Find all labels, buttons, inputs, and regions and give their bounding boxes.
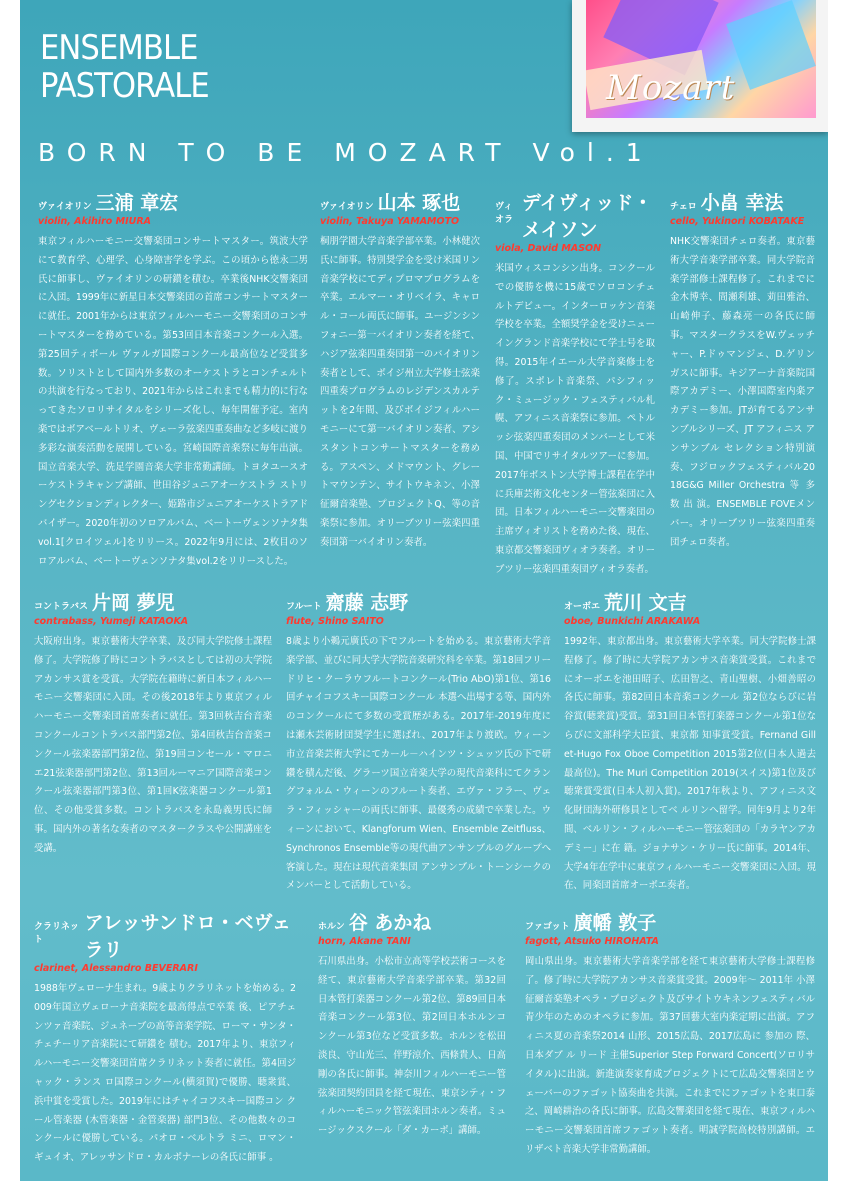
- member-bio: 桐朋学園大学音楽学部卒業。小林健次氏に師事。特別奨学金を受け米国リン音楽学校にてディプロマプログラムを卒業。エルマー・オリベイラ、キャロル・コール両氏に師事。ユージンシンフォニー第一バイオリン奏者を経て、ハジア弦楽四重奏団第一のバイオリン奏者として、ボイジ州立大学修士弦楽四重奏プログラムのレジデンスカルテットを2年間、及びボイジフィルハーモニーにて第一バイオリン奏者、アシスタントコンサートマスターを務める。アスペン、メドマウント、グレートマウンテン、サイトウキネン、小澤征爾音楽塾、プロジェクトQ、等の音楽祭に参加。オリーブツリー弦楽四重奏団第一バイオリン奏者。: [320, 236, 480, 548]
- title-pastorale: PASTORALE: [40, 66, 209, 106]
- member-role: オーボエ: [564, 602, 601, 612]
- member-role: ファゴット: [525, 922, 570, 932]
- member-english-name: contrabass, Yumeji KATAOKA: [34, 616, 189, 627]
- member-bio: 大阪府出身。東京藝術大学卒業、及び同大学院修士課程修了。大学院修了時にコントラバスとしては初の大学院アカンサス賞を受賞。大学院在籍時に新日本フィルハーモニー交響楽団に入団。その後2018年より東京フィルハーモニー交響楽団首席奏者に就任。第3回秋吉台音楽コンクールコントラバス部門第2位、第4回秋吉台音楽コンクール弦楽器部門第2位、第19回コンセール・マロニエ21弦楽器部門第2位、第13回ルーマニア国際音楽コンクール弦楽器部門第3位、第1回K弦楽器コンクール第1位、その他受賞多数。コントラバスを永島義男氏に師事。国内外の著名な奏者のマスタークラスや公開講座を受講。: [34, 636, 272, 854]
- member-flute-saito: [286, 588, 551, 896]
- member-role: ホルン: [318, 922, 345, 932]
- member-english-name: viola, David MASON: [495, 243, 602, 254]
- member-bio: 1988年ヴェローナ生まれ。9歳よりクラリネットを始める。2009年国立ヴェローナ音楽院を最高得点で卒業 後、ピアチェンツァ音楽院、ジュネーブの高等音楽学院、ローマ・サンタ・チェチーリア音楽院にて研鑽を 積む。2017年より、東京フィルハーモニー交響楽団首席クラリネット奏者に就任。第4回ジャック・ランス ロ国際コンクール(横須賀)で優勝、聴衆賞、浜中賞を受賞した。2019年にはチャイコフスキー国際コン クール管楽器 (木管楽器・金管楽器) 部門3位、その他数々のコンクールに優勝している。パオロ・ベルトラ ミニ、ロマン・ギュイオ、アレッサンドロ・カルボナーレの各氏に師事 。: [34, 983, 296, 1164]
- member-bio: 8歳より小鵜元廣氏の下でフルートを始める。東京藝術大学音楽学部、並びに同大学大学院音楽研究科を卒業。第18回フリードリヒ・クーラウフルートコンクール(Trio AbO)第1位、第16回チャイコフスキー国際コンクール 本選へ出場する等、国内外のコンクールにて多数の受賞歴がある。2017年-2019年度には瀬木芸術財団奨学生に選ばれ、2017年より渡欧。ウィーン市立音楽芸術大学にてカール－ハインツ・シュッツ氏の下で研鑽を積んだ後、グラーツ国立音楽大学の現代音楽科にてクラングフォルム・ウィーンのフルート奏者、エヴァ・フラー、ヴェラ・フィッシャーの両氏に師事、最優秀の成績で卒業した。ウィーンにおいて、Klangforum Wien、Ensemble Zeitfluss、Synchronos Ensemble等の現代曲アンサンブルのグループへ客演した。現在は現代音楽集団 アンサンブル・トーンシークのメンバーとして活動している。: [286, 636, 551, 892]
- member-english-name: violin, Takuya YAMAMOTO: [320, 216, 460, 227]
- member-bio: NHK交響楽団チェロ奏者。東京藝術大学音楽学部卒業。同大学院音楽学部修士課程修了。これまでに金木博幸、間瀬利雄、苅田雅治、山崎伸子、藤森亮一の各氏に師事。マスタークラスをW.ヴェッチャー、P.ドゥマンジェ、D.ゲリンガスに師事。キジアーナ音楽院国際アカデミー、小澤国際室内楽アカデミー参加。JTが育てるアンサンブルシリーズ、JT アフィニス アンサンブル セレクション特別演奏、フジロックフェスティバル2018G&G Miller Orchestra 等 多 数 出 演。ENSEMBLE FOVEメンバー。オリーブツリー弦楽四重奏団チェロ奏者。: [670, 236, 815, 548]
- member-name: デイヴィッド・メイソン: [521, 192, 653, 241]
- poster: [20, 0, 828, 1181]
- member-role: ヴァイオリン: [38, 202, 92, 212]
- member-english-name: cello, Yukinori KOBATAKE: [670, 216, 805, 227]
- member-english-name: horn, Akane TANI: [318, 936, 411, 947]
- title-ensemble: ENSEMBLE: [40, 28, 198, 68]
- member-name: 齋藤 志野: [325, 592, 409, 614]
- member-bio: 石川県出身。小松市立高等学校芸術コースを経て、東京藝術大学音楽学部卒業。第32回日本管打楽器コンクール第2位、第89回日本音楽コンクール第3位、第2回日本ホルンコンクール第3位など受賞多数。ホルンを松田淡良、守山光三、伴野涼介、西條貴人、日高剛の各氏に師事。神奈川フィルハーモニー管弦楽団契約団員を経て現在、東京シティ・フィルハーモニック管弦楽団ホルン奏者。ミュージックスクール「ダ・カーポ」講師。: [318, 956, 506, 1137]
- art-shape: [726, 0, 816, 90]
- member-name: 廣幡 敦子: [573, 912, 657, 934]
- member-role: チェロ: [670, 202, 697, 212]
- member-head: [34, 588, 272, 615]
- member-bio: 東京フィルハーモニー交響楽団コンサートマスター。筑波大学にて教育学、心理学、心身障害学を学ぶ。この頃から徳永二男氏に師事し、ヴァイオリンの研鑚を積む。卒業後NHK交響楽団に入団。1999年に新星日本交響楽団の首席コンサートマスターに就任。2001年からは東京フィルハーモニー交響楽団のコンサートマスターを務めている。第53回日本音楽コンクール入選。第25回ティボール ヴァルガ国際コンクール最高位など受賞多数。ソリストとして国内外多数のオーケストラとコンチェルトの共演を行なっており、2021年からはこれまでも精力的に行なってきたソロリサイタルをシリーズ化し、毎年開催予定。室内楽ではボアベールトリオ、ヴェーラ弦楽四重奏曲など多岐に渡り多彩な演奏活動を展開している。宮崎国際音楽祭に毎年出演。国立音楽大学、洗足学園音楽大学非常勤講師。トヨタユースオーケストラキャンプ講師、世田谷ジュニアオーケストラ ストリングセクションディレクター、姫路市ジュニアオーケストラアドバイザー。2020年初のソロアルバム、ベートーヴェンソナタ集vol.1[クロイツェル]をリリース。2022年9月には、2枚目のソロアルバム、ベートーヴェンソナタ集vol.2をリリースした。: [38, 236, 308, 567]
- member-bio: 1992年、東京都出身。東京藝術大学卒業。同大学院修士課程修了。修了時に大学院アカンサス音楽賞受賞。これまでにオーボエを池田昭子、広田智之、青山聖樹、小畑善昭の各氏に師事。第82回日本音楽コンクール 第2位ならびに岩谷賞(聴衆賞)受賞。第31回日本管打楽器コンクール第1位ならびに文部科学大臣賞、東京都 知事賞受賞。Fernand Gillet-Hugo Fox Oboe Competition 2015第2位(日本人過去最高位)。The Muri Competition 2019(スイス)第1位及び聴衆賞受賞(日本人初入賞)。2017年秋より、アフィニス文化財団海外研修員としてベ ルリンへ留学。同年9月より2年間、ベルリン・フィルハーモニー管弦楽団の「カラヤンアカデミー」に在 籍。ジョナサン・ケリー氏に師事。2014年、大学4年在学中に東京フィルハーモニー交響楽団に入団。現 在、同楽団首席オーボエ奏者。: [564, 636, 816, 892]
- member-bio: 米国ウィスコンシン出身。コンクールでの優勝を機に15歳でソロコンチェルトデビュー。インターロッケン音楽学校を卒業。全額奨学金を受けニューイングランド音楽学校にて学士号を取得。2015年イエール大学音楽修士を修了。スポレト音楽祭、パシフィック・ミュージック・フェスティバル札幌、アフィニス音楽祭に参加。ペトルッシ弦楽四重奏団のメンバーとして米国、中国でリサイタルツアーに参加。2017年ボストン大学博士課程在学中に兵庫芸術文化センター管弦楽団に入団。日本フィルハーモニー交響楽団の主席ヴィオリストを務めた後、現在、東京都交響楽団ヴィオラ奏者。オリーブツリー弦楽四重奏団ヴィオラ奏者。: [495, 263, 655, 575]
- member-role: ヴィオラ: [495, 202, 514, 225]
- member-head: [525, 908, 815, 935]
- member-head: [670, 188, 815, 215]
- member-name: 小畠 幸法: [700, 192, 784, 214]
- member-role: クラリネット: [34, 922, 79, 945]
- member-violin-miura: [38, 188, 308, 571]
- member-cello-kobatake: [670, 188, 815, 553]
- member-head: [495, 188, 655, 242]
- member-role: コントラバス: [34, 602, 89, 612]
- mozart-artwork-frame: [572, 0, 828, 132]
- member-head: [318, 908, 506, 935]
- member-oboe-arakawa: [564, 588, 816, 896]
- member-head: [38, 188, 308, 215]
- member-contrabass-kataoka: [34, 588, 272, 859]
- mozart-art-lettering: Mozart: [606, 68, 736, 108]
- member-head: [564, 588, 816, 615]
- member-violin-yamamoto: [320, 188, 480, 553]
- member-english-name: oboe, Bunkichi ARAKAWA: [564, 616, 701, 627]
- member-english-name: fagott, Atsuko HIROHATA: [525, 936, 659, 947]
- member-name: 荒川 文吉: [604, 592, 687, 614]
- member-head: [320, 188, 480, 215]
- member-viola-mason: [495, 188, 655, 580]
- member-head: [286, 588, 551, 615]
- member-fagott-hirohata: [525, 908, 815, 1160]
- member-role: フルート: [286, 602, 322, 612]
- member-clarinet-beverari: [34, 908, 296, 1168]
- member-horn-tani: [318, 908, 506, 1141]
- member-name: 谷 あかね: [348, 912, 432, 934]
- mozart-artwork: [586, 0, 816, 118]
- member-english-name: clarinet, Alessandro BEVERARI: [34, 963, 198, 974]
- member-name: 三浦 章宏: [95, 192, 179, 214]
- subtitle: BORN TO BE MOZART Vol.1: [38, 138, 654, 167]
- member-role: ヴァイオリン: [320, 202, 374, 212]
- member-name: 山本 琢也: [377, 192, 461, 214]
- member-head: [34, 908, 296, 962]
- member-english-name: flute, Shino SAITO: [286, 616, 384, 627]
- member-bio: 岡山県出身。東京藝術大学音楽学部を経て東京藝術大学修士課程修了。修了時に大学院アカンサス音楽賞受賞。2009年～ 2011年 小澤征爾音楽塾オペラ・プロジェクト及びサイトウキネンフェスティバル 青少年のためのオペラに参加。第37回藝大室内楽定期に出演。アフィニス夏の音楽祭2014 山形、2015広島、2017広島に 参加の 際、日本ダブ ル リード 主催Superior Step Forward Concert(ソロリサイタル)に出演。新進演奏家育成プロジェクトにて広島交響楽団とウェーバーのファゴット協奏曲を共演。これまでにファゴットを東口泰之、岡崎耕治の各氏に師事。広島交響楽団を経て現在、東京フィルハーモニー交響楽団首席ファゴット奏者。明誠学院高校特別講師。エリザベト音楽大学非常勤講師。: [525, 956, 815, 1155]
- member-name: 片岡 夢児: [92, 592, 175, 614]
- member-name: アレッサンドロ・ベヴェラリ: [84, 912, 291, 961]
- member-english-name: violin, Akihiro MIURA: [38, 216, 152, 227]
